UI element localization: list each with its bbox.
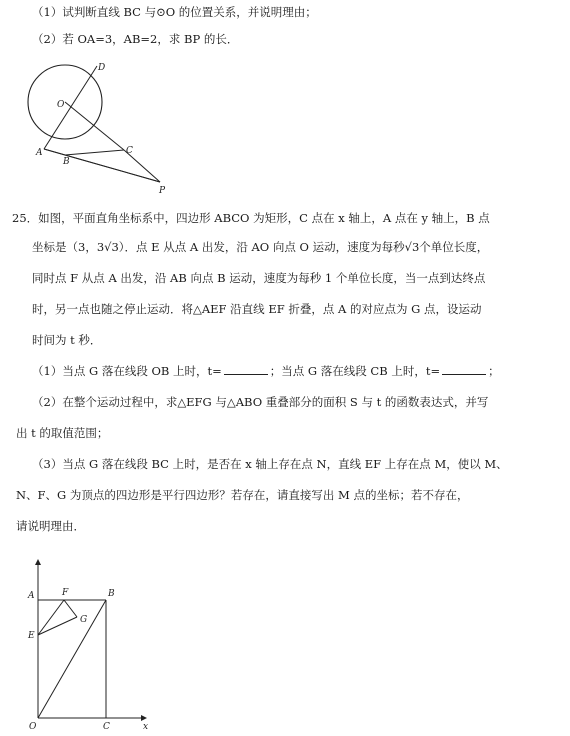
label-A: A <box>36 148 43 158</box>
answer-blank-2[interactable] <box>442 364 486 375</box>
sub1-text-c: ； <box>488 364 500 378</box>
circle-tangent-figure <box>20 58 180 198</box>
sub-question-3-line-3: 请说明理由． <box>16 519 85 533</box>
label-B: B <box>63 157 70 167</box>
label-F: F <box>62 588 69 598</box>
sub1-text-b: ；当点 G 落在线段 CB 上时，t= <box>269 364 441 378</box>
prev-question-2: （2）若 OA=3，AB=2，求 BP 的长． <box>32 32 239 46</box>
sub-question-3-line-2: N、F、G 为顶点的四边形是平行四边形？若存在，请直接写出 M 点的坐标；若不存在， <box>16 488 469 502</box>
sub-question-1 <box>32 363 500 379</box>
problem25-line-5: 时间为 t 秒． <box>32 333 102 347</box>
rectangle-coordinate-figure <box>22 556 162 734</box>
problem25-line-1: 25．如图，平面直角坐标系中，四边形 ABCO 为矩形，C 点在 x 轴上，A 点在 y 轴上，B 点 <box>12 211 490 225</box>
label-D: D <box>98 63 106 73</box>
label-G: G <box>80 615 88 625</box>
label-P: P <box>159 186 166 196</box>
label-E: E <box>28 631 35 641</box>
label-C: C <box>103 722 110 732</box>
label-C: C <box>126 146 133 156</box>
problem25-line-4: 时，另一点也随之停止运动．将△AEF 沿直线 EF 折叠，点 A 的对应点为 G 点，设运动 <box>32 302 482 316</box>
problem25-line-3: 同时点 F 从点 A 出发，沿 AB 向点 B 运动，速度为每秒 1 个单位长度，当一点到达终点 <box>32 271 486 285</box>
label-O: O <box>29 722 37 732</box>
prev-question-1: （1）试判断直线 BC 与⊙O 的位置关系，并说明理由； <box>32 5 317 19</box>
problem25-line-2: 坐标是（3，3√3）．点 E 从点 A 出发，沿 AO 向点 O 运动，速度为每秒√3个单位长度， <box>32 240 489 254</box>
label-x: x <box>143 722 149 732</box>
answer-blank-1[interactable] <box>224 364 268 375</box>
label-A: A <box>28 591 35 601</box>
sub-question-3-line-1: （3）当点 G 落在线段 BC 上时，是否在 x 轴上存在点 N，直线 EF 上存在点 M，使以 M、 <box>32 457 508 471</box>
sub1-text-a: （1）当点 G 落在线段 OB 上时，t= <box>32 364 222 378</box>
sub-question-2-line-1: （2）在整个运动过程中，求△EFG 与△ABO 重叠部分的面积 S 与 t 的函数表达式，并写 <box>32 395 489 409</box>
sub-question-2-line-2: 出 t 的取值范围； <box>16 426 109 440</box>
label-B: B <box>108 589 115 599</box>
label-O: O <box>57 100 65 110</box>
